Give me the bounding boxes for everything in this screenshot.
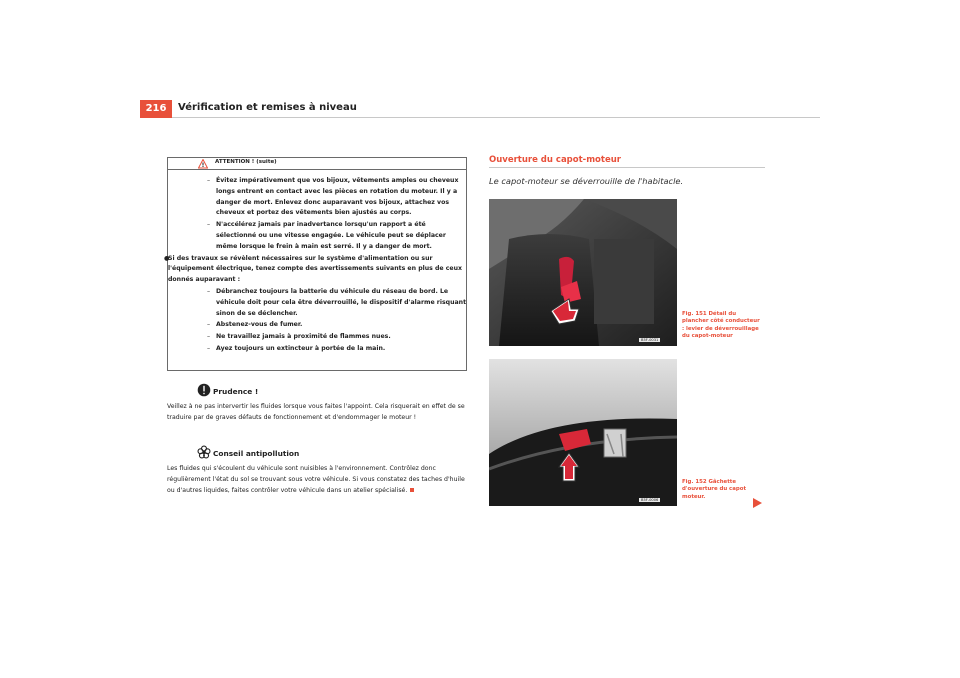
page-number: 216 [140,100,172,118]
warning-item-text: Débranchez toujours la batterie du véhicule du réseau de bord. Le véhicule doit pour cela être déverrouillé, le dispositif d'alarme risquant sinon de se déclencher. [216,287,467,317]
section-divider [489,167,765,168]
figure-caption: Fig. 151 Détail du plancher côté conducteur : levier de déverrouillage du capot-moteur [682,311,760,340]
warning-item-text: Abstenez-vous de fumer. [216,321,303,329]
warning-item-text: Ne travaillez jamais à proximité de flammes nues. [216,333,391,341]
dash-marker: – [207,344,211,352]
section-title: Ouverture du capot-moteur [489,155,621,165]
caution-title: Prudence ! [213,387,259,396]
warning-item [168,220,468,252]
warning-body [164,176,468,356]
warning-item-text: Ayez toujours un extincteur à portée de la main. [216,344,386,352]
page-header [140,100,820,118]
warning-item [168,344,468,355]
caution-header [167,385,467,399]
environment-header [167,447,467,461]
caution-text: Veillez à ne pas intervertir les fluides lorsque vous faites l'appoint. Cela risquerait en effet de se traduire par de graves défauts de fonctionnement et d'endommager le moteur ! [167,403,465,422]
environment-title: Conseil antipollution [213,449,300,458]
caution-note [167,385,467,423]
warning-item [168,287,468,319]
warning-item-text: N'accélérez jamais par inadvertance lorsqu'un rapport a été sélectionné ou une vitesse engagée. Le véhicule peut se déplacer même lorsque le frein à main est serré. Il y a danger de mort. [216,221,446,250]
environment-note [167,447,467,497]
dash-marker: – [207,333,211,341]
warning-item [168,332,468,343]
header-divider [172,117,820,118]
environment-text-content: Les fluides qui s'écoulent du véhicule sont nuisibles à l'environnement. Contrôlez donc régulièrement l'état du sol se trouvant sous votre véhicule. Si vous constatez des taches d'huile ou d'autres liquides, faites contrôler votre véhicule dans un atelier spécialisé. [167,465,465,495]
warning-triangle-icon [198,159,208,169]
dash-marker: – [207,321,211,329]
figure-hood-catch [489,359,677,506]
exclamation-circle-icon [197,383,211,397]
warning-header [168,158,466,170]
bullet-marker: ● [164,254,170,262]
dash-marker: – [207,221,211,229]
hood-catch-illustration [489,359,677,506]
figure-hood-release-lever [489,199,677,346]
dash-marker: – [207,287,211,295]
page-title: Vérification et remises à niveau [178,102,357,113]
section-lead: Le capot-moteur se déverrouille de l'habitacle. [489,176,684,186]
end-marker [410,488,414,492]
warning-item-text: Si des travaux se révèlent nécessaires sur le système d'alimentation ou sur l'équipement électrique, tenez compte des avertissements suivants en plus de ceux donnés auparavant : [168,254,463,284]
figure-code: B5F-0031 [641,338,659,342]
hood-release-lever-illustration [489,199,677,346]
warning-item [168,176,468,219]
next-page-arrow-icon[interactable] [752,498,762,508]
flower-icon [197,445,211,459]
dash-marker: – [207,177,211,184]
warning-title: ATTENTION ! (suite) [215,159,277,165]
warning-item [168,320,468,331]
figure-code: B5F-0006 [641,498,659,502]
warning-item-text: Évitez impérativement que vos bijoux, vêtements amples ou cheveux longs entrent en contact avec les pièces en rotation du moteur. Il y a danger de mort. Enlevez donc auparavant vos bijoux, attachez vos cheveux et portez des vêtements bien ajustés au corps. [216,177,459,217]
environment-text [167,463,467,497]
figure-caption: Fig. 152 Gâchette d'ouverture du capot moteur. [682,479,747,500]
warning-box [164,157,467,371]
warning-item [164,254,468,286]
